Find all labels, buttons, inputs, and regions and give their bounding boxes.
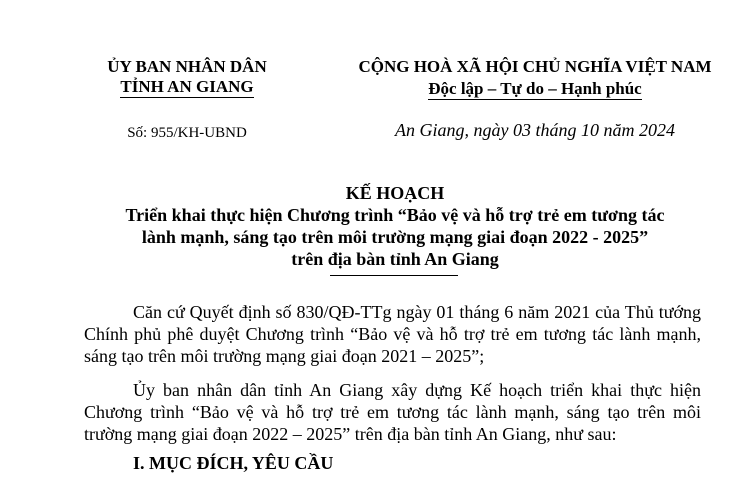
national-motto: [316, 79, 754, 99]
issuer-name-line2: [58, 77, 316, 97]
document-title-line3: trên địa bàn tỉnh An Giang: [291, 249, 499, 269]
section-heading: I. MỤC ĐÍCH, YÊU CẦU: [133, 453, 334, 473]
document-type: KẾ HOẠCH: [345, 183, 445, 203]
paragraph-introduction: Ủy ban nhân dân tỉnh An Giang xây dựng Kế hoạch triển khai thực hiện Chương trình “Bảo vệ và hỗ trợ trẻ em tương tác lành mạnh, sáng tạo trên môi trường mạng giai đoạn 2022 – 2025” trên địa bàn tỉnh An Giang, như sau:: [84, 380, 701, 444]
place-and-date: An Giang, ngày 03 tháng 10 năm 2024: [395, 120, 675, 140]
title-divider: [330, 275, 458, 276]
paragraph-legal-basis: Căn cứ Quyết định số 830/QĐ-TTg ngày 01 tháng 6 năm 2021 của Thủ tướng Chính phủ phê duyệt Chương trình “Bảo vệ và hỗ trợ trẻ em tương tác lành mạnh, sáng tạo trên môi trường mạng giai đoạn 2021 – 2025”;: [84, 302, 701, 366]
document-number: Số: 955/KH-UBND: [127, 125, 247, 141]
document-title-line1: Triển khai thực hiện Chương trình “Bảo vệ và hỗ trợ trẻ em tương tác: [125, 205, 665, 225]
document-title-line2: lành mạnh, sáng tạo trên môi trường mạng giai đoạn 2022 - 2025”: [141, 227, 649, 247]
motto-text: Độc lập – Tự do – Hạnh phúc: [428, 79, 642, 98]
issuer-province: TỈNH AN GIANG: [120, 77, 254, 96]
national-title: CỘNG HOÀ XÃ HỘI CHỦ NGHĨA VIỆT NAM: [358, 57, 712, 76]
issuer-name-line1: ỦY BAN NHÂN DÂN: [107, 57, 267, 76]
